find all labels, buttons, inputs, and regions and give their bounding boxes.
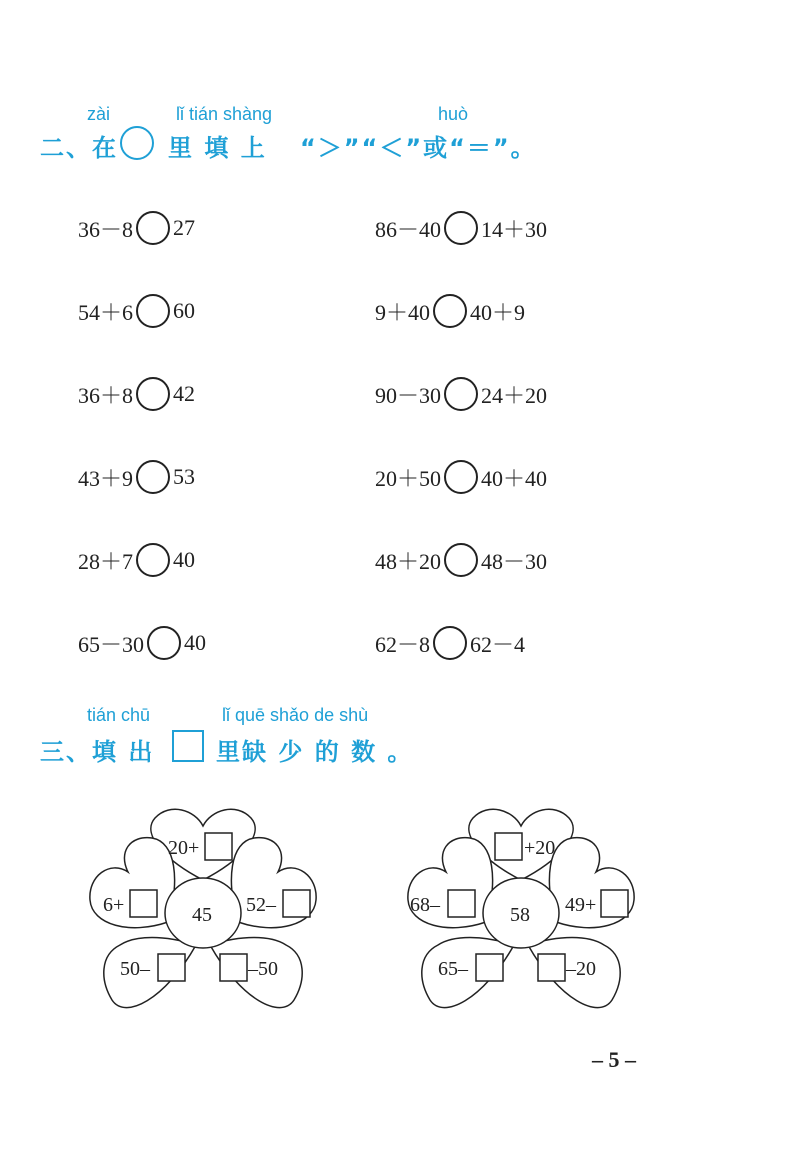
flowers-figure	[0, 795, 800, 1035]
blank-box[interactable]	[476, 954, 503, 981]
petal-label-right: 49+	[565, 894, 597, 916]
page-number: – 5 –	[592, 1047, 636, 1072]
heading-circle-icon	[120, 126, 154, 160]
petal-label-top: +20	[524, 837, 556, 859]
pinyin-li-tian-shang: lǐ tián shàng	[176, 104, 273, 124]
blank-box[interactable]	[220, 954, 247, 981]
pinyin-tian-chu: tián chū	[87, 705, 151, 725]
answer-circle[interactable]	[136, 294, 170, 328]
pinyin-huo: huò	[438, 104, 469, 124]
problem-right: 40	[173, 547, 196, 572]
problem-5	[78, 374, 195, 414]
answer-circle[interactable]	[433, 626, 467, 660]
blank-box[interactable]	[538, 954, 565, 981]
answer-circle[interactable]	[136, 377, 170, 411]
answer-circle[interactable]	[136, 211, 170, 245]
blank-box[interactable]	[601, 890, 628, 917]
problem-10	[375, 540, 547, 580]
problem-1	[78, 208, 195, 248]
problem-left: 36＋8	[78, 382, 134, 408]
problem-left: 86－40	[375, 216, 442, 242]
problem-right: 24＋20	[481, 382, 548, 408]
petal-label-bottom-left: 65–	[438, 958, 468, 980]
problem-6	[375, 374, 547, 414]
petal-label-bottom-right: –20	[566, 958, 596, 980]
section2-title-mid: 里 填 上	[168, 134, 267, 162]
problem-8	[375, 457, 547, 497]
blank-box[interactable]	[283, 890, 310, 917]
problem-left: 28＋7	[78, 548, 134, 574]
problem-4	[375, 291, 525, 331]
problem-3	[78, 291, 195, 331]
problem-right: 40＋9	[470, 299, 526, 325]
blank-box[interactable]	[495, 833, 522, 860]
petal-label-bottom-right: –50	[248, 958, 278, 980]
petal-label-left: 6+	[103, 894, 125, 916]
problem-right: 40＋40	[481, 465, 548, 491]
problem-left: 54＋6	[78, 299, 134, 325]
problem-left: 90－30	[375, 382, 442, 408]
flower-center-value: 45	[192, 904, 212, 926]
answer-circle[interactable]	[444, 211, 478, 245]
problem-left: 48＋20	[375, 548, 442, 574]
problem-right: 53	[173, 464, 196, 489]
problem-2	[375, 208, 547, 248]
petal-label-left: 68–	[410, 894, 440, 916]
section3-title-suffix: 里缺 少 的 数 。	[216, 738, 414, 766]
answer-circle[interactable]	[147, 626, 181, 660]
problem-left: 43＋9	[78, 465, 134, 491]
blank-box[interactable]	[205, 833, 232, 860]
answer-circle[interactable]	[444, 460, 478, 494]
pinyin-zai: zài	[87, 104, 111, 124]
problem-right: 27	[173, 215, 196, 240]
problem-left: 20＋50	[375, 465, 442, 491]
answer-circle[interactable]	[136, 543, 170, 577]
section2-title-symbols: “＞”“＜”或“＝”。	[300, 134, 537, 162]
problem-right: 40	[184, 630, 207, 655]
problem-right: 62－4	[470, 631, 526, 657]
flower-center-value: 58	[510, 904, 530, 926]
problem-12	[375, 623, 525, 663]
problem-9	[78, 540, 195, 580]
problem-11	[78, 623, 206, 663]
answer-circle[interactable]	[444, 543, 478, 577]
petal-label-top: 20+	[168, 837, 200, 859]
problem-right: 14＋30	[481, 216, 548, 242]
section2-title-prefix: 二、在	[40, 134, 118, 162]
problem-right: 48－30	[481, 548, 548, 574]
problem-right: 60	[173, 298, 196, 323]
blank-box[interactable]	[130, 890, 157, 917]
blank-box[interactable]	[158, 954, 185, 981]
heading-box-icon	[172, 730, 204, 762]
problem-right: 42	[173, 381, 196, 406]
problem-7	[78, 457, 195, 497]
problem-left: 65－30	[78, 631, 145, 657]
section3-title-prefix: 三、填 出	[40, 738, 155, 766]
problem-left: 62－8	[375, 631, 431, 657]
answer-circle[interactable]	[136, 460, 170, 494]
answer-circle[interactable]	[433, 294, 467, 328]
petal-label-right: 52–	[246, 894, 276, 916]
problem-left: 36－8	[78, 216, 134, 242]
petal-label-bottom-left: 50–	[120, 958, 150, 980]
pinyin-que-shao-de-shu: lǐ quē shǎo de shù	[222, 705, 369, 725]
blank-box[interactable]	[448, 890, 475, 917]
answer-circle[interactable]	[444, 377, 478, 411]
problem-left: 9＋40	[375, 299, 431, 325]
